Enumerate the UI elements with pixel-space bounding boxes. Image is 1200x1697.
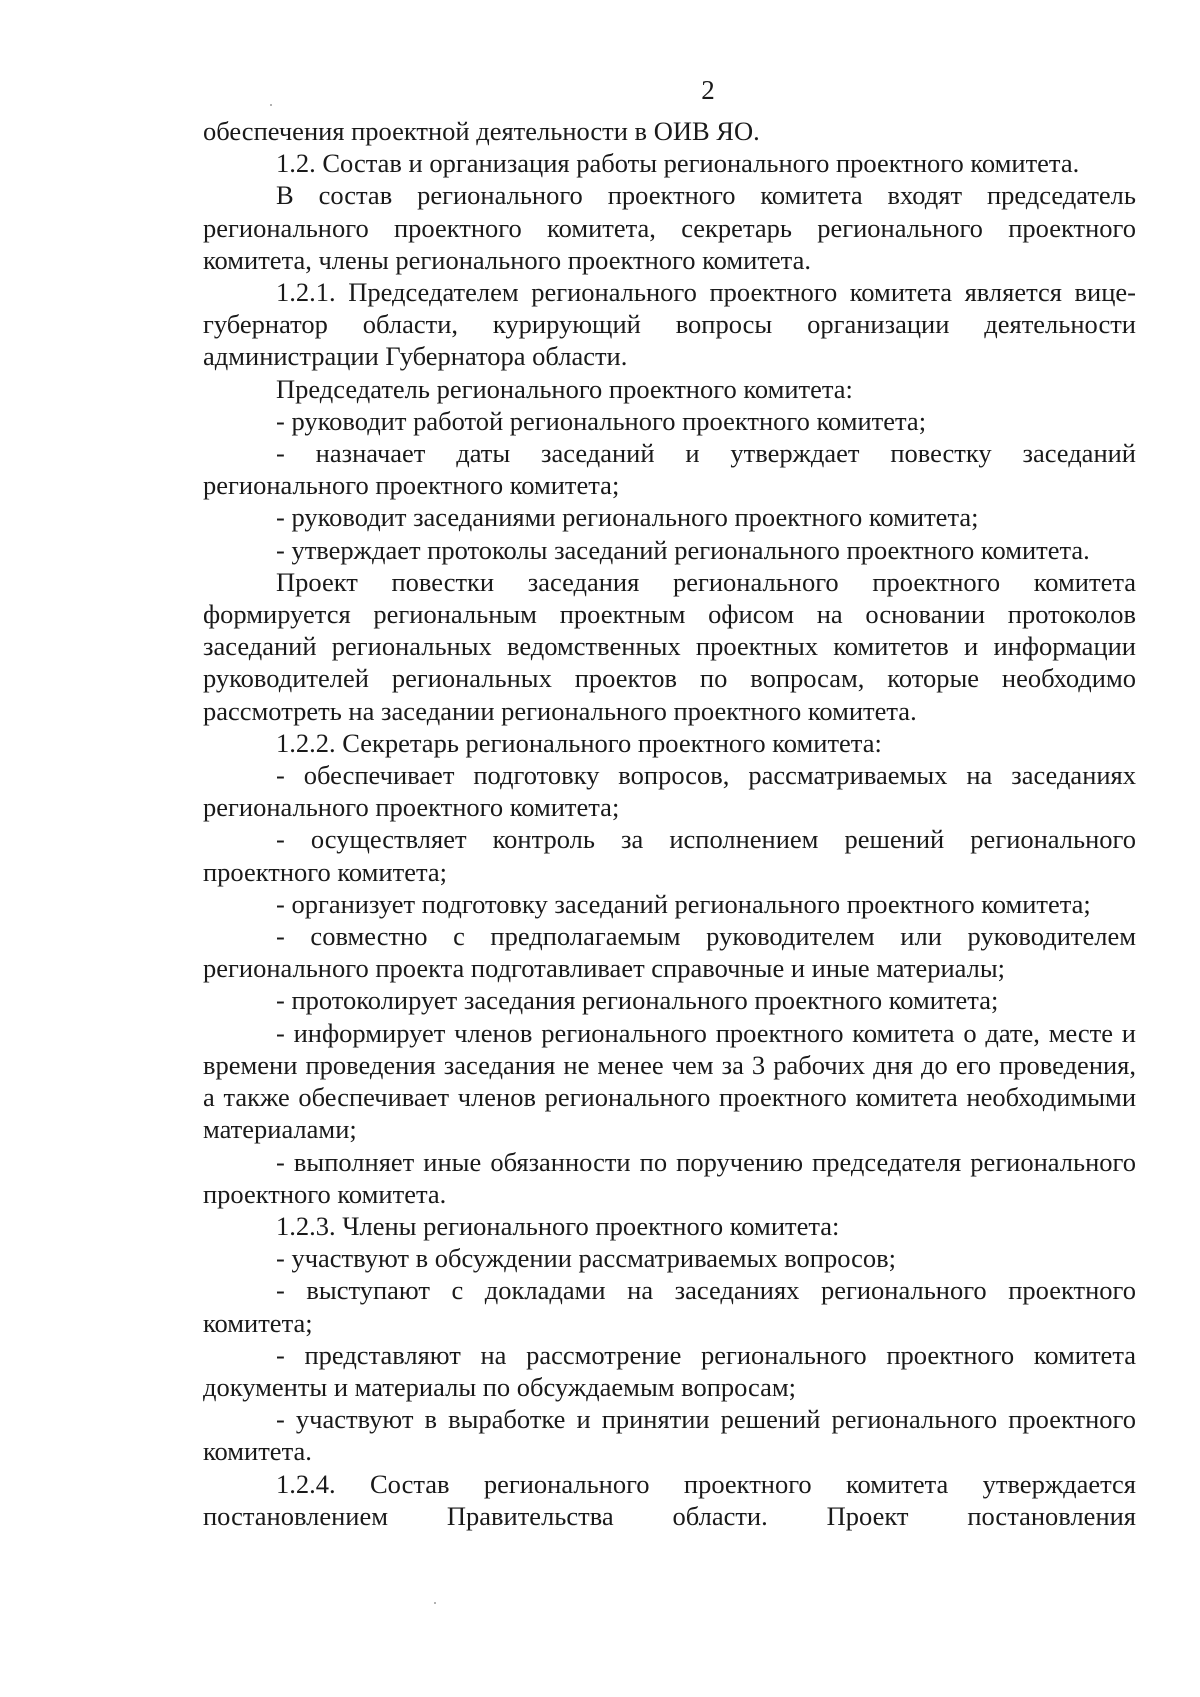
list-item: - выступают с докладами на заседаниях регионального проектного комитета; (203, 1275, 1136, 1338)
list-item: - руководит заседаниями регионального проектного комитета; (276, 502, 979, 533)
paragraph: обеспечения проектной деятельности в ОИВ ЯО. (203, 116, 760, 146)
section-heading: 1.2. Состав и организация работы регионального проектного комитета. (276, 148, 1080, 179)
paragraph: В состав регионального проектного комитета входят председатель регионального проектного комитета, секретарь регионального проектного комитета, члены регионального проектного комитета. (203, 180, 1136, 275)
list-item: - утверждает протоколы заседаний регионального проектного комитета. (276, 534, 1090, 565)
list-item: - выполняет иные обязанности по поручению председателя регионального проектного комитета. (203, 1146, 1136, 1209)
list-item: - участвуют в выработке и принятии решений регионального проектного комитета. (203, 1404, 1136, 1467)
list-item: - руководит работой регионального проектного комитета; (276, 405, 927, 436)
document-body (203, 115, 1136, 1532)
paragraph: Проект повестки заседания регионального проектного комитета формируется региональным проектным офисом на основании протоколов заседаний региональных ведомственных проектных комитетов и информации руководителей региональных проектов по вопросам, которые необходимо рассмотреть на заседании регионального проектного комитета. (203, 566, 1136, 726)
paragraph: Председатель регионального проектного комитета: (276, 373, 853, 404)
section-heading: 1.2.4. Состав регионального проектного комитета утверждается постановлением Правительства области. Проект постановления (203, 1468, 1136, 1531)
list-item: - назначает даты заседаний и утверждает повестку заседаний регионального проектного комитета; (203, 438, 1136, 501)
list-item: - совместно с предполагаемым руководителем или руководителем регионального проекта подготавливает справочные и иные материалы; (203, 921, 1136, 984)
scan-speck (434, 1602, 436, 1604)
list-item: - участвуют в обсуждении рассматриваемых вопросов; (276, 1243, 897, 1274)
list-item: - осуществляет контроль за исполнением решений регионального проектного комитета; (203, 824, 1136, 887)
scan-speck (270, 104, 272, 106)
list-item: - представляют на рассмотрение регионального проектного комитета документы и материалы по обсуждаемым вопросам; (203, 1339, 1136, 1402)
page-number: 2 (701, 75, 715, 105)
section-heading: 1.2.1. Председателем регионального проектного комитета является вице-губернатор области, курирующий вопросы организации деятельности администрации Губернатора области. (203, 277, 1136, 372)
list-item: - протоколирует заседания регионального проектного комитета; (276, 985, 999, 1016)
section-heading: 1.2.3. Члены регионального проектного комитета: (276, 1210, 840, 1241)
list-item: - информирует членов регионального проектного комитета о дате, месте и времени проведения заседания не менее чем за 3 рабочих дня до его проведения, а также обеспечивает членов регионального проектного комитета необходимыми материалами; (203, 1017, 1136, 1145)
list-item: - организует подготовку заседаний регионального проектного комитета; (276, 888, 1091, 919)
list-item: - обеспечивает подготовку вопросов, рассматриваемых на заседаниях регионального проектного комитета; (203, 760, 1136, 823)
section-heading: 1.2.2. Секретарь регионального проектного комитета: (276, 727, 882, 758)
